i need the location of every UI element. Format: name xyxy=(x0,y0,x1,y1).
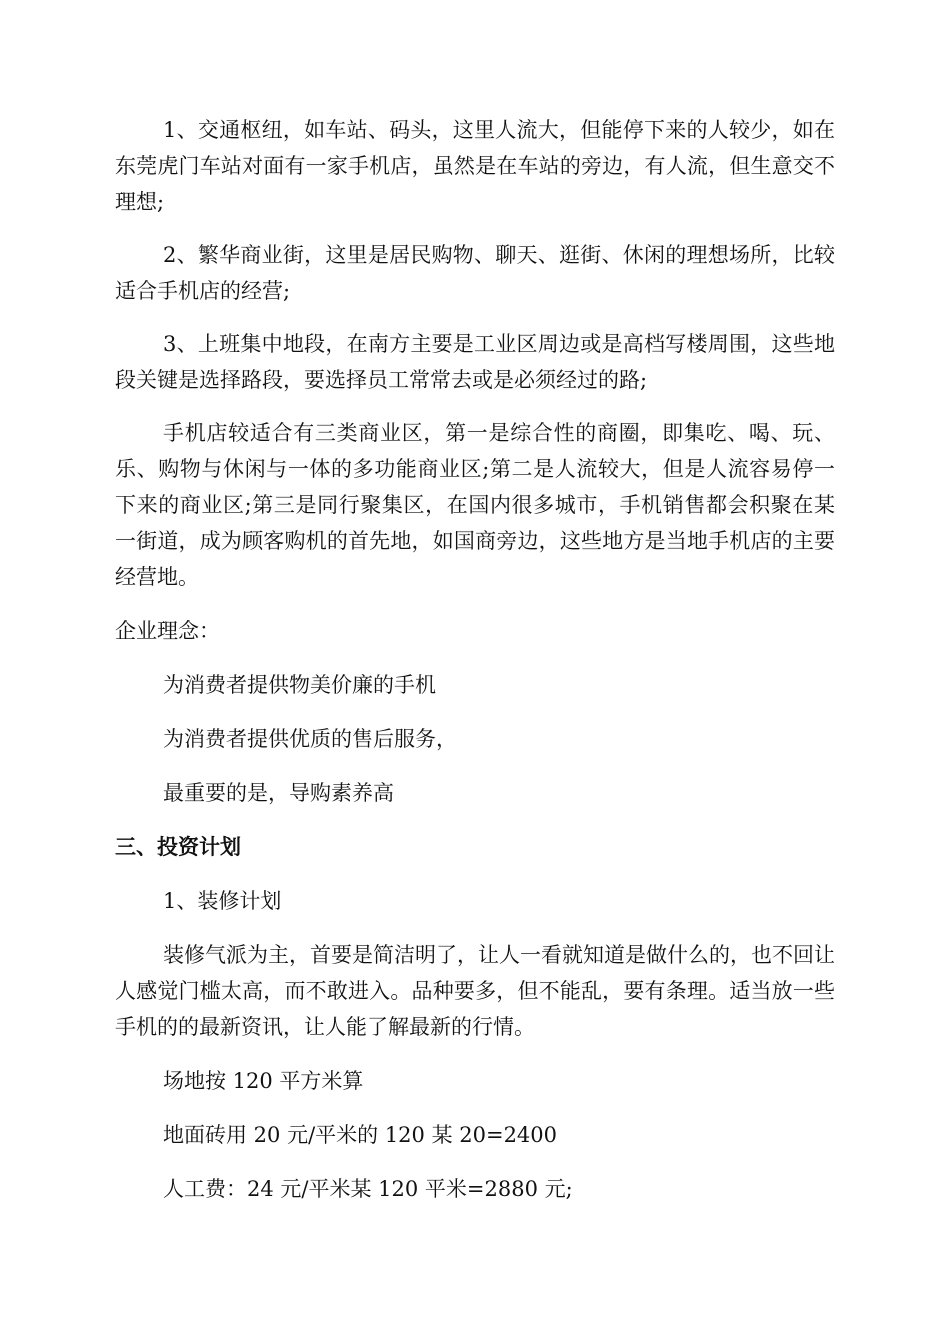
philosophy-label: 企业理念： xyxy=(115,619,220,643)
cost-line-labor: 人工费：24 元/平米某 120 平米=2880 元; xyxy=(163,1177,573,1201)
paragraph-decoration-description: 装修气派为主，首要是简洁明了，让人一看就知道是做什么的，也不回让人感觉门槛太高，而不敢进入。品种要多，但不能乱，要有条理。适当放一些手机的的最新资讯，让人能了解最新的行情。 xyxy=(115,943,835,1039)
paragraph-work-district: 3、上班集中地段，在南方主要是工业区周边或是高档写楼周围，这些地段关键是选择路段，要选择员工常常去或是必须经过的路; xyxy=(115,332,835,392)
subheading-decoration-plan: 1、装修计划 xyxy=(163,889,282,913)
paragraph-commercial-street: 2、繁华商业街，这里是居民购物、聊天、逛街、休闲的理想场所，比较适合手机店的经营; xyxy=(115,243,835,303)
philosophy-item: 最重要的是，导购素养高 xyxy=(163,781,394,805)
cost-line-area: 场地按 120 平方米算 xyxy=(163,1069,364,1093)
document-page xyxy=(115,112,835,1207)
philosophy-item: 为消费者提供优质的售后服务， xyxy=(163,727,457,751)
cost-line-floor-tiles: 地面砖用 20 元/平米的 120 某 20=2400 xyxy=(163,1123,558,1147)
section-heading-investment-plan: 三、投资计划 xyxy=(115,835,241,859)
paragraph-business-districts: 手机店较适合有三类商业区，第一是综合性的商圈，即集吃、喝、玩、乐、购物与休闲与一体的多功能商业区;第二是人流较大，但是人流容易停一下来的商业区;第三是同行聚集区，在国内很多城市，手机销售都会积聚在某一街道，成为顾客购机的首先地，如国商旁边，这些地方是当地手机店的主要经营地。 xyxy=(115,421,835,589)
philosophy-item: 为消费者提供物美价廉的手机 xyxy=(163,673,436,697)
paragraph-transport-hub: 1、交通枢纽，如车站、码头，这里人流大，但能停下来的人较少，如在东莞虎门车站对面有一家手机店，虽然是在车站的旁边，有人流，但生意交不理想; xyxy=(115,118,835,214)
